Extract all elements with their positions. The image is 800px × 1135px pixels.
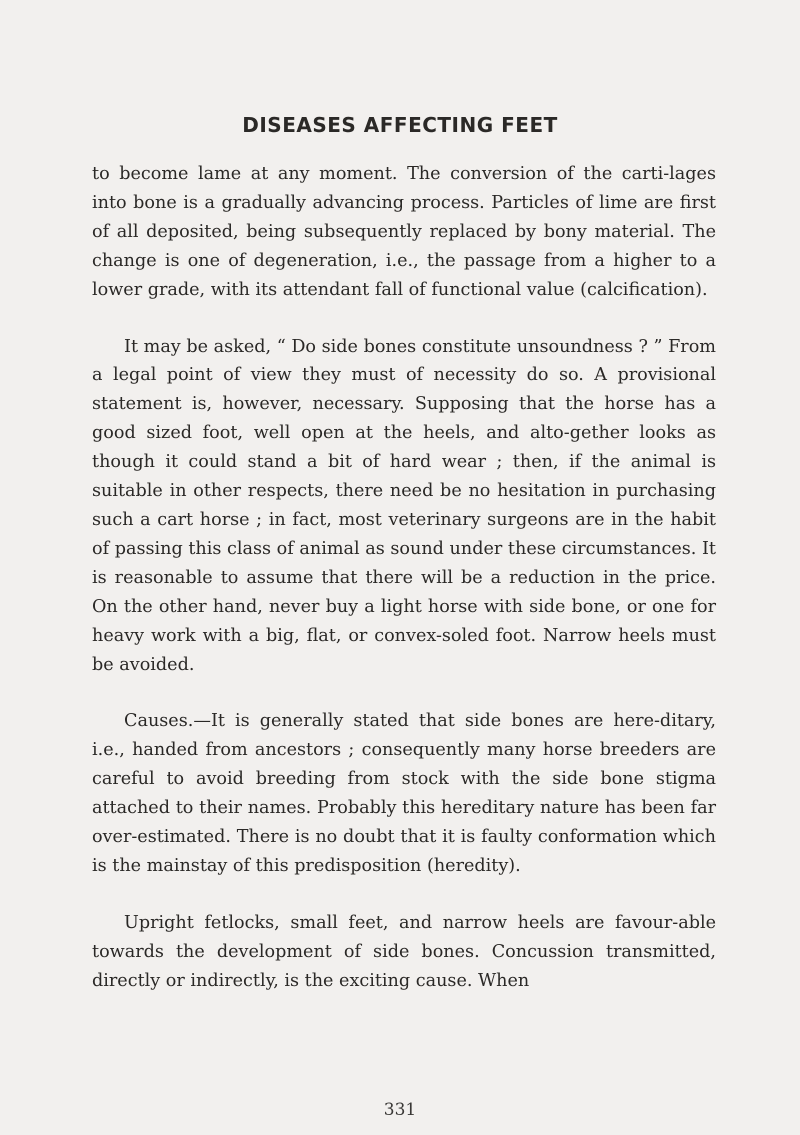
page-number: 331	[383, 1100, 417, 1120]
running-head: DISEASES AFFECTING FEET	[242, 113, 558, 137]
paragraph-continuation: to become lame at any moment. The conversion of the carti-lages into bone is a gradually advancing process. Particles of lime are first of all deposited, being subsequently replaced by bony material. The change is one of degeneration, i.e., the passage from a higher to a lower grade, with its attendant fall of functional value (calcification).	[92, 164, 716, 300]
body-text	[92, 160, 716, 996]
paragraph-unsoundness: It may be asked, “ Do side bones constitute unsoundness ? ” From a legal point of view they must of necessity do so. A provisional statement is, however, necessary. Supposing that the horse has a good sized foot, well open at the heels, and alto-gether looks as though it could stand a bit of hard wear ; then, if the animal is suitable in other respects, there need be no hesitation in purchasing such a cart horse ; in fact, most veterinary surgeons are in the habit of passing this class of animal as sound under these circumstances. It is reasonable to assume that there will be a reduction in the price. On the other hand, never buy a light horse with side bone, or one for heavy work with a big, flat, or convex-soled foot. Narrow heels must be avoided.	[92, 336, 716, 675]
paragraph-upright-fetlocks: Upright fetlocks, small feet, and narrow heels are favour-able towards the development of side bones. Concussion transmitted, directly or indirectly, is the exciting cause. When	[92, 912, 716, 991]
paragraph-causes: Causes.—It is generally stated that side bones are here-ditary, i.e., handed from ancestors ; consequently many horse breeders are careful to avoid breeding from stock with the side bone stigma attached to their names. Probably this hereditary nature has been far over-estimated. There is no doubt that it is faulty conformation which is the mainstay of this predisposition (heredity).	[92, 711, 716, 876]
